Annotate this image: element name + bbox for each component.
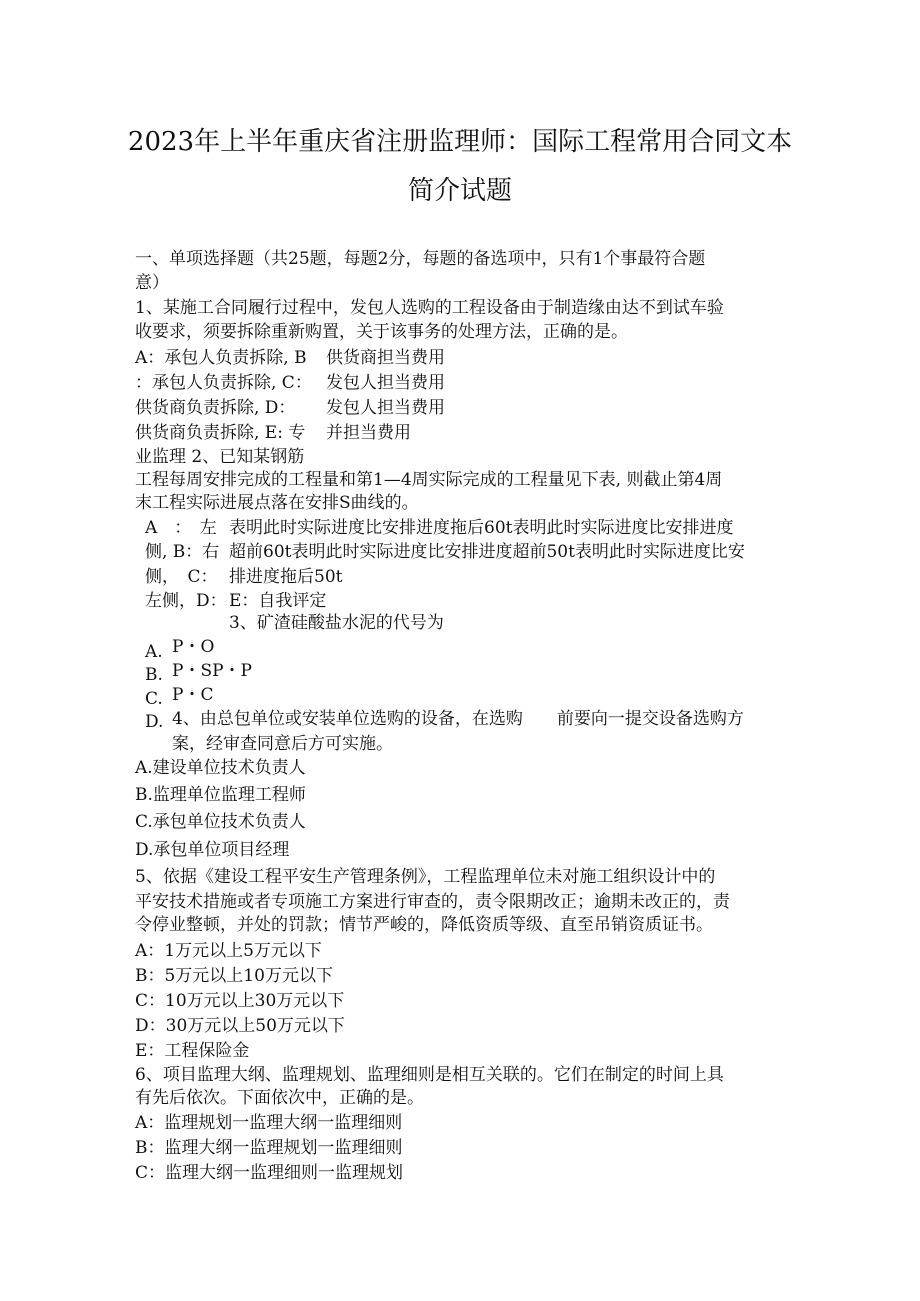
q3-option-letter: A. [145, 642, 163, 662]
q2-right-column-line: 超前60t表明此时实际进度比安排进度超前50t表明此时实际进度比安 [229, 542, 745, 562]
section-header-line-2: 意） [135, 273, 169, 293]
q5-stem-line-1: 5、依据《建设工程平安生产管理条例》，工程监理单位未对施工组织设计中的 [135, 867, 716, 887]
q1-right-column-line: 发包人担当费用 [326, 373, 445, 393]
q4-option: D.承包单位项目经理 [135, 840, 290, 860]
q5-option: B：5万元以上10万元以下 [135, 966, 333, 986]
q1-right-column-line: 供货商担当费用 [326, 348, 445, 368]
q3-option-letter: D. [145, 712, 164, 732]
q4-stem-line-2: 案，经审查同意后方可实施。 [172, 734, 393, 754]
q2-stem-line-2: 末工程实际进展点落在安排S曲线的。 [135, 493, 419, 513]
q1-right-column-line: 发包人担当费用 [326, 398, 445, 418]
q6-option: A：监理规划一监理大纲一监理细则 [135, 1113, 403, 1133]
q3-stem: 3、矿渣硅酸盐水泥的代号为 [229, 613, 444, 633]
q2-left-column-line: 侧, B：右 [145, 542, 220, 562]
q3-option-letter: B. [145, 665, 163, 685]
q5-stem-line-3: 令停业整顿，并处的罚款；情节严峻的，降低资质等级、直至吊销资质证书。 [135, 915, 713, 935]
q1-stem-line-1: 1、某施工合同履行过程中，发包人选购的工程设备由于制造缘由达不到试车验 [135, 298, 724, 318]
q2-left-column-line: 左侧，D： [145, 591, 227, 611]
document-title-line-2: 简介试题 [407, 176, 512, 206]
q5-option: C：10万元以上30万元以下 [135, 991, 345, 1011]
q1-left-column-line: ：承包人负责拆除, C： [135, 373, 312, 393]
section-header-line-1: 一、单项选择题（共25题，每题2分，每题的备选项中，只有1个事最符合题 [135, 249, 706, 269]
q4-option: A.建设单位技术负责人 [135, 758, 306, 778]
q4-option: B.监理单位监理工程师 [135, 785, 306, 805]
q2-left-column-line: 侧， C： [145, 567, 218, 587]
q2-stem-line-1: 工程每周安排完成的工程量和第1—4周实际完成的工程量见下表, 则截止第4周 [135, 470, 723, 490]
q3-option-letter: C. [145, 689, 163, 709]
q3-option-text: P・C [172, 685, 214, 705]
q6-option: B：监理大纲一监理规划一监理细则 [135, 1138, 403, 1158]
q3-option-text: P・SP・P [172, 661, 252, 681]
q6-stem-line-2: 有先后依次。下面依次中，正确的是。 [135, 1088, 424, 1108]
document-title-line-1: 2023年上半年重庆省注册监理师：国际工程常用合同文本 [127, 127, 793, 157]
q1-left-column-line: A：承包人负责拆除, B [135, 348, 307, 368]
q3-option-text: P・O [172, 637, 215, 657]
q6-stem-line-1: 6、项目监理大纲、监理规划、监理细则是相互关联的。它们在制定的时间上具 [135, 1065, 724, 1085]
q1-right-column-line: 并担当费用 [326, 423, 411, 443]
q1-left-column-line: 业监理 2、已知某钢筋 [135, 447, 305, 467]
q2-right-column-line: 排进度拖后50t [229, 567, 343, 587]
q2-left-column-line: A ： 左 [145, 518, 217, 538]
q4-stem-line-1: 4、由总包单位或安装单位选购的设备，在选购 前要向一提交设备选购方 [172, 709, 744, 729]
q5-option: D：30万元以上50万元以下 [135, 1016, 345, 1036]
q5-stem-line-2: 平安技术措施或者专项施工方案进行审查的，责令限期改正；逾期未改正的，责 [135, 892, 730, 912]
q4-option: C.承包单位技术负责人 [135, 812, 306, 832]
q1-left-column-line: 供货商负责拆除, E: 专 [135, 423, 306, 443]
q2-right-column-line: E：自我评定 [229, 591, 327, 611]
q6-option: C：监理大纲一监理细则一监理规划 [135, 1163, 404, 1183]
q1-stem-line-2: 收要求，须要拆除重新购置，关于该事务的处理方法，正确的是。 [135, 322, 628, 342]
q5-option: A：1万元以上5万元以下 [135, 941, 322, 961]
q5-option: E：工程保险金 [135, 1041, 250, 1061]
q2-right-column-line: 表明此时实际进度比安排进度拖后60t表明此时实际进度比安排进度 [229, 518, 734, 538]
q1-left-column-line: 供货商负责拆除, D： [135, 398, 296, 418]
